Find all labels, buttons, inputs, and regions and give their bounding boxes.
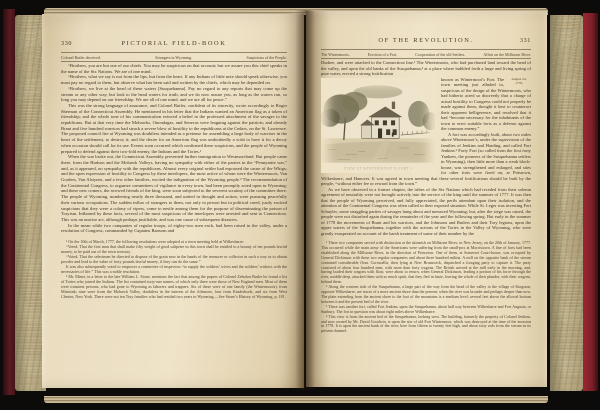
column-head: Affair on the Millstone River. — [483, 51, 531, 57]
left-page-number: 330 — [61, 40, 73, 47]
left-running-title: PICTORIAL FIELD-BOOK — [121, 40, 227, 47]
right-running-title: OF THE REVOLUTION. — [378, 37, 474, 44]
footnote: ¹ On the 10th of March, 1777, the following resolutions were adopted at a town meeting held at Wilkesbarre: — [66, 239, 245, 245]
margin-date-note — [507, 77, 531, 85]
body-paragraph: known as Wintermoot’s Fort. The town meeting just alluded to, suspicious of the design of the Wintermoots, who had hitherto acted so discreetly that a charge of actual hostility to Congress could not properly be made against them, thought it best to counteract their apparent belligerence, and resolved that it had “become necessary for the inhabitants of the town to erect suitable forts as a defense against the common enemy.” — [441, 76, 531, 131]
right-cover-edge — [583, 13, 598, 391]
footnote: ² Along the western side of the Susquehanna, a large part of the way from the head of the valley to the village of Kingston, opposite Wilkesbarre, are traces of a more ancient shore than the present, when the river was broader and perhaps deeper than now. The plain extending from the ancient shore to the foot of the mountains is a medium level, several feet above the alluvial bottom between it and the present bed of the river. — [321, 284, 531, 304]
left-body-text — [61, 63, 287, 234]
right-footnotes — [321, 241, 531, 334]
column-head: Erection of a Fort. — [367, 51, 398, 57]
header-rule — [321, 58, 531, 59]
body-paragraph: This was the strong language of assurance, and Colonel Butler, confident of its sincerity, wrote accordingly to Roger Sherman of the Connecticut Assembly. He mentioned in his letter that the Indians wanted an American flag as a token of friendship; and the whole tone of his communication evinced a belief in the professed attachment of the savages to the republicans. But at that very time the Mohawks, Onondagas, and Senecas were leaguing against the patriots; and already Brant and five hundred warriors had struck a severe blow of hostility to the republicans at the Cedars, on the St. Lawrence. The proposed council fire at Wyoming was doubtless intended as a pretense for assembling a large body of warriors in the heart of the settlement, to destroy it; and the desire for an American flag was undoubtedly a wish to have it for a decoy when occasion should call for its use. Events soon occurred which confirmed these suspicions, and the people of Wyoming prepared to defend against their two-fold enemy, the Indians and the Tories.¹ — [61, 102, 287, 154]
body-paragraph: “Brothers, what we say is not from the lips, but from the heart. If any Indians of little note should speak otherwise, you must pay no regard to them, but observe what has been said and written by the chiefs, which may be depended on. — [61, 74, 287, 86]
footnote: ² Mr. Miner, in a letter to the late William L. Stone, mentions the fact that among the papers of Colonel Zebulon Butler he found a list of Tories who joined the Indians. The list contained sixty-one names, of which only three were those of New England men. Most of them were transient persons, who had gone to Wyoming as laborers and trappers. Six of these were of one family (the Wintermoots), from Minisink; nine were from the Mohawk Valley, doubtless in the interest of the Johnsons, four from Kinderhook, and six from West Chester, New York. There were not ten Tory families who had resided two years in Wyoming.—See Stone’s History of Wyoming, p. 181. — [61, 274, 287, 300]
left-cover-edge — [3, 9, 15, 395]
right-marbled-fore-edge — [550, 15, 583, 391]
header-rule — [61, 61, 287, 62]
engraving-caption: VIEW AT WINTERMOOT’S FORT.⁴ — [343, 166, 413, 171]
body-paragraph: When the war broke out, the Connecticut Assembly prevented further immigration to Westmoreland. But people came there, from the Hudson and the Mohawk Valleys, having no sympathy with either of the parties in the “Pennymite war,” and, as it appeared, no sympathy with the republicans. Almost every original settler had espoused the cause of the Whigs; and the open expression of hostility to Congress by these interlopers, the most active of whom were the Wintermoots, Van Gorders, Van Alstynes, and a few other families, excited the indignation of the Wyoming people.² The recommendation of the Continental Congress, to organize committees of vigilance in every town, had been promptly acted upon in Wyoming; and these new comers, the avowed friends of the king, were soon subjected to the severest scrutiny of the committee there. The people of Wyoming, numbering nearly three thousand, and united in thought and action, were pursuing peacefully their various occupations. The sudden influx of strangers to them, not only in person but in political creed, justly excited suspicions that they were a colony of vipers, come to nestle among them for the purpose of disseminating the poison of Toryism. Inflamed by these facts, several of the most suspicious of the interlopers were arrested and sent to Connecticut. This was an unwise act, although perhaps justifiable, and was one cause of subsequent disasters. — [61, 154, 287, 222]
page-block-bottom-edge — [44, 396, 548, 403]
header-rule — [61, 52, 287, 53]
left-page — [42, 14, 304, 388]
right-page-header — [321, 37, 531, 47]
column-head: Cooperation of the old Settlers. — [415, 51, 466, 57]
footnote: “Voted, That the first man that shall make fifty weight of good saltpetre in this town shall be entitled to a bounty of ten pounds lawful money, to be paid out of the town treasury. — [61, 244, 287, 255]
body-paragraph: As we have observed in a former chapter, the tribes of the Six Nations which had receded from their solemn agreement of neutrality were not brought actively into the service of the king until the summer of 1777. It was then that the people of Wyoming perceived, and fully appreciated, the perils attendant upon their isolation, and the attention of the Continental Congress was often called to their exposed situation. While St. Leger was investing Fort Schuyler, some straggling parties of savages hung about and menaced Wyoming; but, after the siege was raised, the people were not disturbed again during the remainder of the year and the following spring. But early in the summer of 1778 the movements of Brant and his warriors, and the Johnsons and Butlers and their Tory legions, upon the upper waters of the Susquehanna, together with the actions of the Tories in the Valley of Wyoming, who were greatly exasperated on account of the harsh treatment of some of their number by the — [321, 186, 531, 236]
right-body-text — [321, 60, 531, 236]
column-head: The Wintermoots. — [321, 51, 350, 57]
right-column-heads — [321, 52, 531, 57]
header-rule — [321, 49, 531, 50]
left-page-header — [61, 40, 287, 50]
footnote: It was also subsequently voted to empower a committee of inspectors “to supply the soldiers’ wives and the soldiers’ widows with the necessaries of life.” This was a noble resolution. — [61, 264, 287, 275]
column-head: Colonel Butler deceived. — [61, 54, 101, 60]
body-paragraph: “Brothers, we live at the head of these waters [Susquehanna]. Pay no regard to any reports that may come up the stream or any other way, but look to the head waters for truth; and we do now assure you, as long as the waters run, so long you may depend on our friendship. We are all of one mind, and we are all for peace.” — [61, 85, 287, 103]
right-page — [306, 11, 547, 387]
footnote: ³ There was another fort, called Fort Jenkins, upon the Susquehanna, about half way between Wilkesbarre and Fort Augusta, or Sunbury. The fort in question was about eight miles above Wilkesbarre. — [321, 303, 531, 314]
footnote: ¹ These two companies served with distinction at the skirmish on Millstone River, in New Jersey, on the 20th of January, 1777. This occurred while the main army of the Americans were suffering from the small-pox at Morristown. A line of forts had been established along the Millstone River, in the direction of Princeton. One of them, at Somerset Court-house, was occupied by General Dickinson with these two regular companies and about three hundred militia. A mill on the opposite bank of the stream contained considerable flour. Cornwallis, then lying at New Brunswick, dispatched a foraging party to capture it. The party consisted of about four hundred men, with more than forty wagons. The British arrived at the mill early in the morning, and, having loaded their wagons with flour, were about to return, when General Dickinson, leading a portion of his force through the river, middle deep, attacked them with so much spirit, that they fled in haste, leaving the whole of their plunder, with their wagons, behind them. — [321, 240, 531, 285]
right-page-number: 331 — [519, 37, 531, 44]
body-paragraph: “Brothers, you are but one of our chiefs. You may be suspicious on that account; but we assure you this chief speaks in the name of the Six Nations. We are of one mind. — [61, 63, 287, 74]
margin-note-line: August 24, — [511, 76, 527, 81]
column-head: Strangers in Wyoming. — [155, 54, 193, 60]
body-paragraph: In the mean while two companies of regular troops, of eighty-two men each, had been raised in the valley, under a resolution of Congress, commanded by Captains Ransom and — [61, 222, 287, 234]
margin-note-line: 1776. — [515, 80, 523, 85]
body-paragraph: A fort was accordingly built, about two miles above Wintermoot’s, under the supervision of the families of Jenkins and Harding, and called Fort Jenkins.³ Forty Fort (so called from the first forty Yankees, the pioneers of the Susquehanna settlers in Wyoming), then little more than a weak block-house, was strengthened and enlarged, and sites for other forts were fixed on, at Pittstown, Wilkesbarre, and Hanover. It was agreed in town meeting that these several fortifications should be built by the people, “without either fee or reward from the town.” — [321, 131, 531, 186]
body-paragraph: Durkee, and were attached to the Connecticut line.¹ The Wintermoots, who had purchased land toward the head of the valley, and upon the old banks of the Susquehanna,² at a place where bubbled forth a large and living spring of pure water, erected a strong fortification — [321, 60, 531, 76]
wintermoot-fort-engraving — [321, 78, 435, 166]
footnote: “Voted, That the selectmen be directed to dispose of the grain now in the hands of the treasurer or collector in such a way as to obtain powder and lead to the value of forty pounds lawful money, if they can do the same.” — [61, 254, 287, 265]
column-head: Suspicions of the People. — [246, 54, 287, 60]
engraving-figure — [321, 78, 435, 173]
left-footnotes — [61, 239, 287, 299]
footnote: ⁴ This view is from the ancient bed of the Susquehanna, looking west. The building, formerly the property of Colonel Jenkins, and now owned by Mr. David Goodwin, is upon the site of old Fort Wintermoot, which was destroyed at the time of the invasion in 1778. It is upon the ancient bank of the river, here from fifteen to twenty feet high, and about sixty rods from the stream in its present channel. — [321, 313, 531, 334]
left-column-heads — [61, 55, 287, 60]
